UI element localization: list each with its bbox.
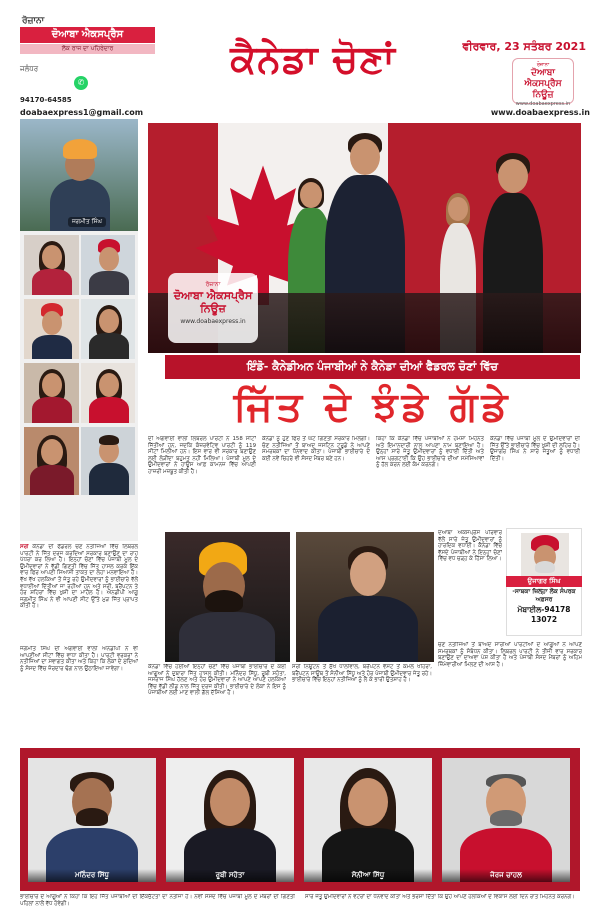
person-beard [76,808,108,826]
person-head [350,552,386,596]
watermark-line-2: ਦੋਆਬਾ ਐਕਸਪ੍ਰੈਸ ਨਿਊਜ਼ [173,289,253,315]
winner-card [442,758,570,882]
article-col-mid-b: ਜਗਮੀਤ ਸਿੰਘ ਦੀ ਅਗਵਾਈ ਵਾਲੀ ਐਨਡੀਪੀ ਨੇ ਵੀ ਆਪਣੀਆਂ ਸੀਟਾਂ ਵਿੱਚ ਵਾਧਾ ਕੀਤਾ ਹੈ। ਪਾਰਟੀ ਵਰਕਰਾਂ ਨੇ ਨਤੀਜਿਆਂ ਦਾ ਸਵਾਗਤ ਕੀਤਾ ਅਤੇ ਕਿਹਾ ਕਿ ਲੋਕਾਂ ਦੇ ਮੁੱਦਿਆਂ ਨੂੰ ਸੰਸਦ ਵਿੱਚ ਜ਼ੋਰਦਾਰ ਢੰਗ ਨਾਲ ਉਠਾਇਆ ਜਾਵੇਗਾ। [20,646,138,672]
person-head [42,311,62,335]
watermark-logo [168,273,258,343]
masthead [0,0,600,120]
person-body [179,612,275,662]
person-head [300,182,322,208]
paper-tagline: ਲੋਕ ਰਾਜ ਦਾ ਪਹਿਰੇਦਾਰ [20,44,155,54]
watermark-line-3: www.doabaexpress.in [180,318,246,325]
person-head [42,245,62,269]
winner-photo [442,758,570,882]
photo-jagmeet-singh [20,119,138,231]
edition-title: ਕੈਨੇਡਾ ਚੋਣਾਂ [230,36,396,81]
columnist-phone-rest: 13072 [530,615,558,624]
person-body [32,335,72,359]
paper-name: ਦੋਆਬਾ ਐਕਸਪ੍ਰੈਸ [20,27,155,43]
main-photo-trudeau [148,123,581,353]
person-beard [535,561,555,573]
person-head [210,778,250,826]
person-head [498,159,528,193]
winner-photo [28,758,156,882]
person-body [30,465,74,495]
phone-number: 94170-64585 [20,96,72,104]
columnist-phone-label: ਮੋਬਾਈਲ-94178 [517,605,571,614]
person-head [448,197,468,221]
left-photo-column [20,119,138,541]
winner-photo [304,758,432,882]
headline-banner: ਇੰਡੋ- ਕੈਨੇਡੀਅਨ ਪੰਜਾਬੀਆਂ ਨੇ ਕੈਨੇਡਾ ਦੀਆਂ ਫੈਡਰਲ ਚੋਣਾਂ ਵਿੱਚ [165,355,580,379]
article-col-narrow: ਕੈਨੇਡਾ ਵਿੱਚ ਪੰਜਾਬੀ ਮੂਲ ਦੇ ਉਮੀਦਵਾਰਾਂ ਦੀ ਜਿੱਤ ਉੱਤੇ ਭਾਈਚਾਰੇ ਵਿੱਚ ਖੁਸ਼ੀ ਦੀ ਲਹਿਰ ਹੈ। ਉਜਾਗਰ ਸਿੰਘ ਨੇ ਸਾਰੇ ਜੇਤੂਆਂ ਨੂੰ ਵਧਾਈ ਦਿੱਤੀ। [490,436,580,462]
person-beard [490,810,522,826]
website-url: www.doabaexpress.in [490,108,590,117]
article-col-right-a: ਕਿਹਾ ਕਿ ਕੈਨੇਡਾ ਵਿੱਚ ਪੰਜਾਬੀਆਂ ਨੇ ਹਮੇਸ਼ਾ ਮਿਹਨਤ ਅਤੇ ਇਮਾਨਦਾਰੀ ਨਾਲ ਆਪਣਾ ਨਾਮ ਬਣਾਇਆ ਹੈ। ਉਨ੍ਹਾਂ ਸਾਰੇ ਜੇਤੂ ਉਮੀਦਵਾਰਾਂ ਨੂੰ ਵਧਾਈ ਦਿੱਤੀ ਅਤੇ ਆਸ ਪ੍ਰਗਟਾਈ ਕਿ ਉਹ ਭਾਈਚਾਰੇ ਦੀਆਂ ਸਮੱਸਿਆਵਾਂ ਨੂੰ ਹੱਲ ਕਰਨ ਲਈ ਕੰਮ ਕਰਨਗੇ। [376,436,484,469]
person-head [99,247,119,271]
city-label: ਜਲੰਧਰ [20,65,39,73]
article-bottom-a: ਚੋਣ ਨਤੀਜਿਆਂ ਤੋਂ ਬਾਅਦ ਸਾਰੀਆਂ ਪਾਰਟੀਆਂ ਦੇ ਆਗੂਆਂ ਨੇ ਆਪਣੇ ਸਮਰਥਕਾਂ ਨੂੰ ਸੰਬੋਧਨ ਕੀਤਾ। ਲਿਬਰਲ ਪਾਰਟੀ ਨੇ ਤੀਜੀ ਵਾਰ ਸਰਕਾਰ ਬਣਾਉਣ ਦਾ ਦਾਅਵਾ ਪੇਸ਼ ਕੀਤਾ ਹੈ ਅਤੇ ਪੰਜਾਬੀ ਸੰਸਦ ਮੈਂਬਰਾਂ ਨੂੰ ਅਹਿਮ ਜ਼ਿੰਮੇਵਾਰੀਆਂ ਮਿਲਣ ਦੀ ਆਸ ਹੈ। [438,642,582,668]
article-col-left-a [20,544,138,642]
winner-name: ਸੋਨੀਆ ਸਿੱਧੂ [304,869,432,882]
person-head [41,439,63,465]
article-bottom-c: ਸਾਰੇ ਜੇਤੂ ਉਮੀਦਵਾਰਾਂ ਨੇ ਵੋਟਰਾਂ ਦਾ ਧੰਨਵਾਦ ਕੀਤਾ ਅਤੇ ਭਰੋਸਾ ਦਿੱਤਾ ਕਿ ਉਹ ਆਪਣੇ ਹਲਕਿਆਂ ਦੇ ਵਿਕਾਸ ਲਈ ਦਿਨ ਰਾਤ ਮਿਹਨਤ ਕਰਨਗੇ। [305,894,575,900]
winner-name: ਰੂਬੀ ਸਹੋਤਾ [166,869,294,882]
columnist-phone [506,605,582,625]
columnist-title: -ਸਾਬਕਾ ਜ਼ਿਲ੍ਹਾ ਲੋਕ ਸੰਪਰਕ ਅਫ਼ਸਰ [512,588,576,603]
winner-card [304,758,432,882]
photo-left-4a [24,363,79,423]
winner-card [28,758,156,882]
issue-date: ਵੀਰਵਾਰ, 23 ਸਤੰਬਰ 2021 [462,40,586,53]
person-beard [205,590,243,612]
photo-trudeau-mid [296,532,434,662]
email-address: doabaexpress1@gmail.com [20,108,144,117]
person-head [99,309,119,333]
news-logo [512,58,574,107]
logo-line-2: ਦੋਆਬਾ ਐਕਸਪ੍ਰੈਸ ਨਿਊਜ਼ [524,68,562,100]
person-body [89,463,129,495]
logo-line-1: ਰੋਜ਼ਾਨਾ [536,62,550,68]
main-headline: ਜਿੱਤ ਦੇ ਝੰਡੇ ਗੱਡੇ [233,383,512,430]
photo-caption: ਜਗਮੀਤ ਸਿੰਘ [68,217,106,227]
photo-left-5b [81,427,135,495]
person-head [348,778,388,826]
person-head [350,139,380,175]
winner-card [166,758,294,882]
person-head [99,373,119,397]
photo-left-2a [24,235,79,295]
columnist-name: ਉਜਾਗਰ ਸਿੰਘ [506,576,582,587]
article-col-right-b: ਦੋਆਬਾ ਐਕਸਪ੍ਰੈਸ ਪਰਿਵਾਰ ਵੱਲੋਂ ਸਾਰੇ ਜੇਤੂ ਉਮੀਦਵਾਰਾਂ ਨੂੰ ਹਾਰਦਿਕ ਵਧਾਈ। ਕੈਨੇਡਾ ਵਿੱਚ ਵੱਸਦੇ ਪੰਜਾਬੀਆਂ ਨੇ ਇਨ੍ਹਾਂ ਚੋਣਾਂ ਵਿੱਚ ਵਧ ਚੜ੍ਹ ਕੇ ਹਿੱਸਾ ਲਿਆ। [438,530,502,563]
person-body [89,333,129,359]
photo-left-3b [81,299,135,359]
watermark-line-1: ਰੋਜ਼ਾਨਾ [205,281,221,288]
photo-left-4b [81,363,135,423]
whatsapp-icon: ✆ [74,76,88,90]
person-suit [318,596,418,662]
article-lead-word: ਸਰੀ [20,544,29,550]
winner-photo [166,758,294,882]
article-col-mid2-a: ਕੈਨੇਡਾ ਨੂੰ ਹੁਣ ਫਿਰ ਤੋਂ ਘੱਟ ਗਿਣਤੀ ਸਰਕਾਰ ਮਿਲੇਗੀ। ਚੋਣ ਨਤੀਜਿਆਂ ਤੋਂ ਬਾਅਦ ਜਸਟਿਨ ਟਰੂਡੋ ਨੇ ਆਪਣੇ ਸਮਰਥਕਾਂ ਦਾ ਧੰਨਵਾਦ ਕੀਤਾ। ਪੰਜਾਬੀ ਭਾਈਚਾਰੇ ਦੇ ਕਈ ਨਵੇਂ ਚਿਹਰੇ ਵੀ ਸੰਸਦ ਮੈਂਬਰ ਬਣੇ ਹਨ। [262,436,370,462]
article-bottom-b: ਭਾਈਚਾਰੇ ਦੇ ਆਗੂਆਂ ਨੇ ਕਿਹਾ ਕਿ ਇਹ ਜਿੱਤ ਪੰਜਾਬੀਆਂ ਦੀ ਇੱਕਜੁੱਟਤਾ ਦਾ ਨਤੀਜਾ ਹੈ। ਨਵੀਂ ਸੰਸਦ ਵਿੱਚ ਪੰਜਾਬੀ ਮੂਲ ਦੇ ਮੈਂਬਰਾਂ ਦੀ ਗਿਣਤੀ ਪਹਿਲਾਂ ਨਾਲੋਂ ਵੱਧ ਹੋਵੇਗੀ। [20,894,295,907]
person-body [32,269,72,295]
person-body [32,397,72,423]
person-head [42,373,62,397]
article-col-left-b: ਕੈਨੇਡਾ ਵਿੱਚ ਹੋਈਆਂ ਇਨ੍ਹਾਂ ਚੋਣਾਂ ਵਿੱਚ ਪੰਜਾਬੀ ਭਾਈਚਾਰੇ ਦੇ ਕਈ ਆਗੂਆਂ ਨੇ ਦੁਬਾਰਾ ਜਿੱਤ ਹਾਸਲ ਕੀਤੀ। ਮਨਿੰਦਰ ਸਿੱਧੂ, ਰੂਬੀ ਸਹੋਤਾ, ਜਸਰਾਜ ਸਿੰਘ ਹੱਲਣ ਅਤੇ ਹੋਰ ਉਮੀਦਵਾਰਾਂ ਨੇ ਆਪਣੇ ਆਪਣੇ ਹਲਕਿਆਂ ਵਿੱਚ ਵੱਡੀ ਲੀਡ ਨਾਲ ਜਿੱਤ ਦਰਜ ਕੀਤੀ। ਭਾਈਚਾਰੇ ਦੇ ਲੋਕਾਂ ਨੇ ਇਸ ਨੂੰ ਪੰਜਾਬੀਆਂ ਲਈ ਮਾਣ ਵਾਲੀ ਗੱਲ ਦੱਸਿਆ ਹੈ। [148,664,286,697]
person-turban [63,139,97,159]
photo-left-3a [24,299,79,359]
photo-left-5a [24,427,79,495]
winner-name: ਮਨਿੰਦਰ ਸਿੱਧੂ [28,869,156,882]
photo-jagmeet-mid [165,532,290,662]
logo-line-3: www.doabaexpress.in [515,101,571,107]
person-body [89,397,129,423]
photo-left-2b [81,235,135,295]
photo-ujagar-singh [521,533,569,577]
person-body [89,271,129,295]
winner-name: ਜੋਰਜ ਚਾਹਲ [442,869,570,882]
article-text: ਕੈਨੇਡਾ ਦੀ ਫੈਡਰਲ ਚੋਣ ਨਤੀਜਿਆਂ ਵਿੱਚ ਲਿਬਰਲ ਪਾਰਟੀ ਨੇ ਜਿੱਤ ਦਰਜ ਕਰਦਿਆਂ ਸਰਕਾਰ ਬਣਾਉਣ ਦਾ ਰਾਹ ਪੱਧਰਾ ਕਰ ਲਿਆ ਹੈ। ਇਨ੍ਹਾਂ ਚੋਣਾਂ ਵਿੱਚ ਪੰਜਾਬੀ ਮੂਲ ਦੇ ਉਮੀਦਵਾਰਾਂ ਨੇ ਵੱਡੀ ਗਿਣਤੀ ਵਿੱਚ ਜਿੱਤ ਹਾਸਲ ਕਰਕੇ ਇੱਕ ਵਾਰ ਫਿਰ ਆਪਣੀ ਸਿਆਸੀ ਤਾਕਤ ਦਾ ਲੋਹਾ ਮਨਵਾਇਆ ਹੈ। ਵੱਖ ਵੱਖ ਹਲਕਿਆਂ ਤੋਂ ਜੇਤੂ ਰਹੇ ਉਮੀਦਵਾਰਾਂ ਨੂੰ ਭਾਈਚਾਰੇ ਵੱਲੋਂ ਵਧਾਈਆਂ ਦਿੱਤੀਆਂ ਜਾ ਰਹੀਆਂ ਹਨ ਅਤੇ ਸਰੀ, ਬਰੈਂਪਟਨ ਤੇ ਹੋਰ ਸ਼ਹਿਰਾਂ ਵਿੱਚ ਖੁਸ਼ੀ ਦਾ ਮਾਹੌਲ ਹੈ। ਐਨਡੀਪੀ ਆਗੂ ਜਗਮੀਤ ਸਿੰਘ ਨੇ ਵੀ ਆਪਣੀ ਸੀਟ ਉੱਤੇ ਮੁੜ ਜਿੱਤ ਪ੍ਰਾਪਤ ਕੀਤੀ ਹੈ। [20,544,138,610]
person-hair [99,435,119,445]
winners-strip [20,748,580,891]
rozana-label: ਰੋਜ਼ਾਨਾ [22,16,45,26]
article-col-mid-a: ਦੀ ਅਗਵਾਈ ਵਾਲੀ ਲਿਬਰਲ ਪਾਰਟੀ ਨੇ 158 ਸੀਟਾਂ ਜਿੱਤੀਆਂ ਹਨ, ਜਦਕਿ ਕੰਜ਼ਰਵੇਟਿਵ ਪਾਰਟੀ ਨੂੰ 119 ਸੀਟਾਂ ਮਿਲੀਆਂ ਹਨ। ਇਸ ਵਾਰ ਵੀ ਸਰਕਾਰ ਬਣਾਉਣ ਲਈ ਲੋੜੀਂਦਾ ਬਹੁਮਤ ਨਹੀਂ ਮਿਲਿਆ। ਪੰਜਾਬੀ ਮੂਲ ਦੇ ਉਮੀਦਵਾਰਾਂ ਨੇ ਹਾਊਸ ਆਫ਼ ਕਾਮਨਜ਼ ਵਿੱਚ ਆਪਣੀ ਹਾਜ਼ਰੀ ਮਜ਼ਬੂਤ ਕੀਤੀ ਹੈ। [148,436,256,475]
article-col-mid2-b: ਸਰੀ ਨਿਊਟਨ ਤੋਂ ਸੁੱਖ ਧਾਲੀਵਾਲ, ਬਰੈਂਪਟਨ ਵੈਸਟ ਤੋਂ ਕਮਲ ਖਹਿਰਾ, ਬਰੈਂਪਟਨ ਸਾਊਥ ਤੋਂ ਸੋਨੀਆ ਸਿੱਧੂ ਅਤੇ ਹੋਰ ਪੰਜਾਬੀ ਉਮੀਦਵਾਰ ਜੇਤੂ ਰਹੇ। ਭਾਈਚਾਰੇ ਵਿੱਚ ਇਨ੍ਹਾਂ ਨਤੀਜਿਆਂ ਨੂੰ ਲੈ ਕੇ ਭਾਰੀ ਉਤਸ਼ਾਹ ਹੈ। [292,664,432,684]
